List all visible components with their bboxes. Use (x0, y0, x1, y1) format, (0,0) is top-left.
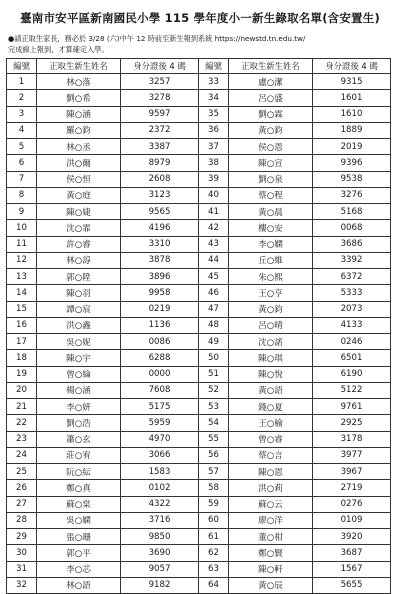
cell-id-last4: 2719 (313, 480, 391, 496)
header-id-last4: 身分證後 4 碼 (121, 59, 199, 74)
admission-roster-table (6, 58, 391, 594)
cell-student-name: 樓○安 (229, 220, 313, 236)
cell-number: 53 (199, 399, 229, 415)
cell-student-name: 羅○鈞 (37, 122, 121, 138)
cell-student-name: 洪○爾 (37, 155, 121, 171)
cell-id-last4: 0246 (313, 334, 391, 350)
cell-number: 2 (7, 90, 37, 106)
cell-number: 33 (199, 74, 229, 90)
cell-number: 59 (199, 496, 229, 512)
cell-number: 44 (199, 252, 229, 268)
cell-student-name: 李○芯 (37, 561, 121, 577)
cell-id-last4: 2073 (313, 301, 391, 317)
header-id-last4: 身分證後 4 碼 (313, 59, 391, 74)
table-row (7, 171, 391, 187)
registration-note-line2: 完成線上報到，才算確定入學。 (8, 45, 109, 54)
cell-id-last4: 1567 (313, 561, 391, 577)
table-row (7, 139, 391, 155)
cell-id-last4: 5655 (313, 577, 391, 593)
table-row (7, 366, 391, 382)
cell-student-name: 侯○恩 (229, 139, 313, 155)
cell-id-last4: 9182 (121, 577, 199, 593)
cell-student-name: 蕭○玄 (37, 431, 121, 447)
cell-id-last4: 0000 (121, 366, 199, 382)
cell-student-name: 林○語 (37, 577, 121, 593)
cell-id-last4: 5122 (313, 382, 391, 398)
cell-id-last4: 8979 (121, 155, 199, 171)
cell-student-name: 丘○維 (229, 252, 313, 268)
cell-number: 49 (199, 334, 229, 350)
cell-number: 18 (7, 350, 37, 366)
cell-student-name: 王○亨 (229, 285, 313, 301)
cell-student-name: 王○榆 (229, 415, 313, 431)
cell-student-name: 陳○羽 (37, 285, 121, 301)
cell-id-last4: 6372 (313, 269, 391, 285)
cell-id-last4: 2925 (313, 415, 391, 431)
cell-id-last4: 3686 (313, 236, 391, 252)
cell-student-name: 蘇○棠 (37, 496, 121, 512)
cell-id-last4: 0086 (121, 334, 199, 350)
cell-number: 27 (7, 496, 37, 512)
cell-id-last4: 9315 (313, 74, 391, 90)
cell-student-name: 朱○熙 (229, 269, 313, 285)
table-row (7, 447, 391, 463)
cell-id-last4: 1601 (313, 90, 391, 106)
cell-student-name: 吳○妮 (37, 334, 121, 350)
table-row (7, 317, 391, 333)
table-row (7, 512, 391, 528)
cell-id-last4: 4133 (313, 317, 391, 333)
cell-number: 22 (7, 415, 37, 431)
table-header-row (7, 59, 391, 74)
cell-student-name: 劉○泉 (229, 171, 313, 187)
cell-number: 23 (7, 431, 37, 447)
cell-number: 64 (199, 577, 229, 593)
cell-number: 35 (199, 106, 229, 122)
header-number: 編號 (7, 59, 37, 74)
cell-id-last4: 2608 (121, 171, 199, 187)
cell-id-last4: 3392 (313, 252, 391, 268)
cell-student-name: 張○珊 (37, 529, 121, 545)
cell-student-name: 黃○晨 (229, 204, 313, 220)
cell-student-name: 曾○睿 (229, 431, 313, 447)
cell-student-name: 莊○宥 (37, 447, 121, 463)
table-row (7, 155, 391, 171)
cell-number: 13 (7, 269, 37, 285)
cell-student-name: 陳○恩 (229, 464, 313, 480)
cell-id-last4: 9538 (313, 171, 391, 187)
roster-body (7, 74, 391, 594)
cell-number: 11 (7, 236, 37, 252)
cell-id-last4: 5175 (121, 399, 199, 415)
cell-number: 48 (199, 317, 229, 333)
cell-number: 63 (199, 561, 229, 577)
cell-number: 16 (7, 317, 37, 333)
cell-id-last4: 9597 (121, 106, 199, 122)
cell-id-last4: 0219 (121, 301, 199, 317)
cell-id-last4: 9396 (313, 155, 391, 171)
cell-number: 6 (7, 155, 37, 171)
cell-id-last4: 9761 (313, 399, 391, 415)
cell-number: 10 (7, 220, 37, 236)
cell-id-last4: 3276 (313, 187, 391, 203)
table-row (7, 480, 391, 496)
cell-student-name: 劉○希 (37, 90, 121, 106)
cell-id-last4: 3896 (121, 269, 199, 285)
cell-id-last4: 0068 (313, 220, 391, 236)
cell-student-name: 侯○恒 (37, 171, 121, 187)
cell-id-last4: 0109 (313, 512, 391, 528)
cell-id-last4: 1136 (121, 317, 199, 333)
cell-student-name: 劉○浩 (37, 415, 121, 431)
cell-id-last4: 3123 (121, 187, 199, 203)
cell-student-name: 黃○語 (229, 382, 313, 398)
table-row (7, 496, 391, 512)
registration-note-line1: ●請正取生家長，務必於 3/28 (六)中午 12 時前至新生報到系統 https://newstd.tn.edu.tw/ (8, 34, 306, 43)
cell-id-last4: 9958 (121, 285, 199, 301)
table-row (7, 350, 391, 366)
cell-student-name: 李○嫻 (229, 236, 313, 252)
cell-student-name: 鄭○賢 (229, 545, 313, 561)
cell-student-name: 譚○宸 (37, 301, 121, 317)
table-row (7, 399, 391, 415)
cell-id-last4: 1583 (121, 464, 199, 480)
cell-number: 4 (7, 122, 37, 138)
cell-number: 12 (7, 252, 37, 268)
cell-number: 7 (7, 171, 37, 187)
cell-number: 26 (7, 480, 37, 496)
header-student-name: 正取生新生姓名 (37, 59, 121, 74)
table-row (7, 187, 391, 203)
table-row (7, 301, 391, 317)
cell-student-name: 李○妍 (37, 399, 121, 415)
cell-student-name: 呂○晴 (229, 317, 313, 333)
cell-number: 43 (199, 236, 229, 252)
cell-student-name: 董○柑 (229, 529, 313, 545)
table-row (7, 236, 391, 252)
cell-student-name: 阮○紜 (37, 464, 121, 480)
cell-number: 8 (7, 187, 37, 203)
cell-number: 51 (199, 366, 229, 382)
cell-id-last4: 3977 (313, 447, 391, 463)
cell-id-last4: 3178 (313, 431, 391, 447)
cell-student-name: 劉○霖 (229, 106, 313, 122)
cell-student-name: 黃○鈞 (229, 301, 313, 317)
cell-student-name: 林○落 (37, 74, 121, 90)
cell-number: 9 (7, 204, 37, 220)
cell-id-last4: 3967 (313, 464, 391, 480)
cell-id-last4: 3387 (121, 139, 199, 155)
cell-student-name: 陳○軒 (229, 561, 313, 577)
cell-number: 56 (199, 447, 229, 463)
table-row (7, 106, 391, 122)
cell-student-name: 林○諄 (37, 252, 121, 268)
cell-student-name: 錢○夏 (229, 399, 313, 415)
cell-number: 24 (7, 447, 37, 463)
cell-student-name: 陳○琪 (229, 350, 313, 366)
table-row (7, 74, 391, 90)
cell-student-name: 陳○婕 (37, 204, 121, 220)
cell-id-last4: 9057 (121, 561, 199, 577)
header-student-name: 正取生新生姓名 (229, 59, 313, 74)
cell-number: 34 (199, 90, 229, 106)
table-row (7, 220, 391, 236)
cell-student-name: 洪○莉 (229, 480, 313, 496)
cell-id-last4: 2372 (121, 122, 199, 138)
cell-number: 36 (199, 122, 229, 138)
cell-number: 45 (199, 269, 229, 285)
cell-student-name: 呂○盛 (229, 90, 313, 106)
cell-student-name: 黃○庭 (37, 187, 121, 203)
table-row (7, 415, 391, 431)
cell-number: 3 (7, 106, 37, 122)
cell-number: 1 (7, 74, 37, 90)
table-row (7, 90, 391, 106)
table-row (7, 464, 391, 480)
cell-id-last4: 3310 (121, 236, 199, 252)
cell-student-name: 盧○潔 (229, 74, 313, 90)
table-row (7, 577, 391, 593)
cell-student-name: 廖○洋 (229, 512, 313, 528)
cell-number: 15 (7, 301, 37, 317)
cell-id-last4: 9850 (121, 529, 199, 545)
cell-number: 58 (199, 480, 229, 496)
cell-number: 29 (7, 529, 37, 545)
cell-student-name: 陳○悅 (229, 366, 313, 382)
cell-student-name: 沈○霏 (37, 220, 121, 236)
cell-number: 37 (199, 139, 229, 155)
cell-id-last4: 4322 (121, 496, 199, 512)
cell-student-name: 黃○辰 (229, 577, 313, 593)
table-row (7, 122, 391, 138)
table-row (7, 545, 391, 561)
cell-student-name: 洪○鑫 (37, 317, 121, 333)
cell-number: 60 (199, 512, 229, 528)
table-row (7, 334, 391, 350)
table-row (7, 382, 391, 398)
cell-number: 57 (199, 464, 229, 480)
cell-student-name: 曾○綸 (37, 366, 121, 382)
cell-id-last4: 3716 (121, 512, 199, 528)
cell-number: 39 (199, 171, 229, 187)
cell-number: 32 (7, 577, 37, 593)
cell-id-last4: 3920 (313, 529, 391, 545)
cell-number: 40 (199, 187, 229, 203)
cell-id-last4: 3878 (121, 252, 199, 268)
table-row (7, 529, 391, 545)
cell-student-name: 楊○涵 (37, 382, 121, 398)
table-row (7, 561, 391, 577)
cell-id-last4: 5168 (313, 204, 391, 220)
cell-number: 62 (199, 545, 229, 561)
cell-id-last4: 5959 (121, 415, 199, 431)
cell-id-last4: 6288 (121, 350, 199, 366)
cell-id-last4: 1610 (313, 106, 391, 122)
cell-number: 42 (199, 220, 229, 236)
cell-student-name: 蔡○程 (229, 187, 313, 203)
cell-student-name: 陳○宇 (37, 350, 121, 366)
cell-number: 17 (7, 334, 37, 350)
cell-id-last4: 3066 (121, 447, 199, 463)
cell-id-last4: 0102 (121, 480, 199, 496)
cell-id-last4: 4196 (121, 220, 199, 236)
document-title: 臺南市安平區新南國民小學 115 學年度小一新生錄取名單(含安置生) (20, 11, 380, 25)
cell-number: 21 (7, 399, 37, 415)
cell-number: 54 (199, 415, 229, 431)
cell-number: 19 (7, 366, 37, 382)
cell-number: 55 (199, 431, 229, 447)
header-number: 編號 (199, 59, 229, 74)
cell-student-name: 鄭○真 (37, 480, 121, 496)
cell-student-name: 陳○涵 (37, 106, 121, 122)
cell-number: 31 (7, 561, 37, 577)
cell-id-last4: 7608 (121, 382, 199, 398)
cell-number: 5 (7, 139, 37, 155)
cell-student-name: 蘇○云 (229, 496, 313, 512)
cell-student-name: 沈○諾 (229, 334, 313, 350)
cell-student-name: 許○睿 (37, 236, 121, 252)
cell-number: 41 (199, 204, 229, 220)
cell-number: 61 (199, 529, 229, 545)
table-row (7, 269, 391, 285)
table-row (7, 285, 391, 301)
cell-number: 46 (199, 285, 229, 301)
cell-id-last4: 3278 (121, 90, 199, 106)
cell-student-name: 郭○陞 (37, 269, 121, 285)
cell-number: 14 (7, 285, 37, 301)
cell-student-name: 郭○平 (37, 545, 121, 561)
cell-id-last4: 5333 (313, 285, 391, 301)
cell-student-name: 林○丞 (37, 139, 121, 155)
table-row (7, 252, 391, 268)
cell-student-name: 蔡○言 (229, 447, 313, 463)
cell-id-last4: 6501 (313, 350, 391, 366)
cell-id-last4: 2019 (313, 139, 391, 155)
cell-number: 30 (7, 545, 37, 561)
table-row (7, 431, 391, 447)
cell-number: 20 (7, 382, 37, 398)
cell-id-last4: 3687 (313, 545, 391, 561)
table-row (7, 204, 391, 220)
cell-id-last4: 3257 (121, 74, 199, 90)
cell-number: 28 (7, 512, 37, 528)
cell-student-name: 陳○宣 (229, 155, 313, 171)
cell-id-last4: 9565 (121, 204, 199, 220)
cell-id-last4: 1889 (313, 122, 391, 138)
cell-id-last4: 0276 (313, 496, 391, 512)
cell-number: 47 (199, 301, 229, 317)
cell-number: 50 (199, 350, 229, 366)
cell-id-last4: 6190 (313, 366, 391, 382)
cell-student-name: 吳○嫻 (37, 512, 121, 528)
cell-number: 52 (199, 382, 229, 398)
cell-number: 38 (199, 155, 229, 171)
cell-student-name: 黃○鈞 (229, 122, 313, 138)
cell-id-last4: 3690 (121, 545, 199, 561)
cell-id-last4: 4970 (121, 431, 199, 447)
cell-number: 25 (7, 464, 37, 480)
